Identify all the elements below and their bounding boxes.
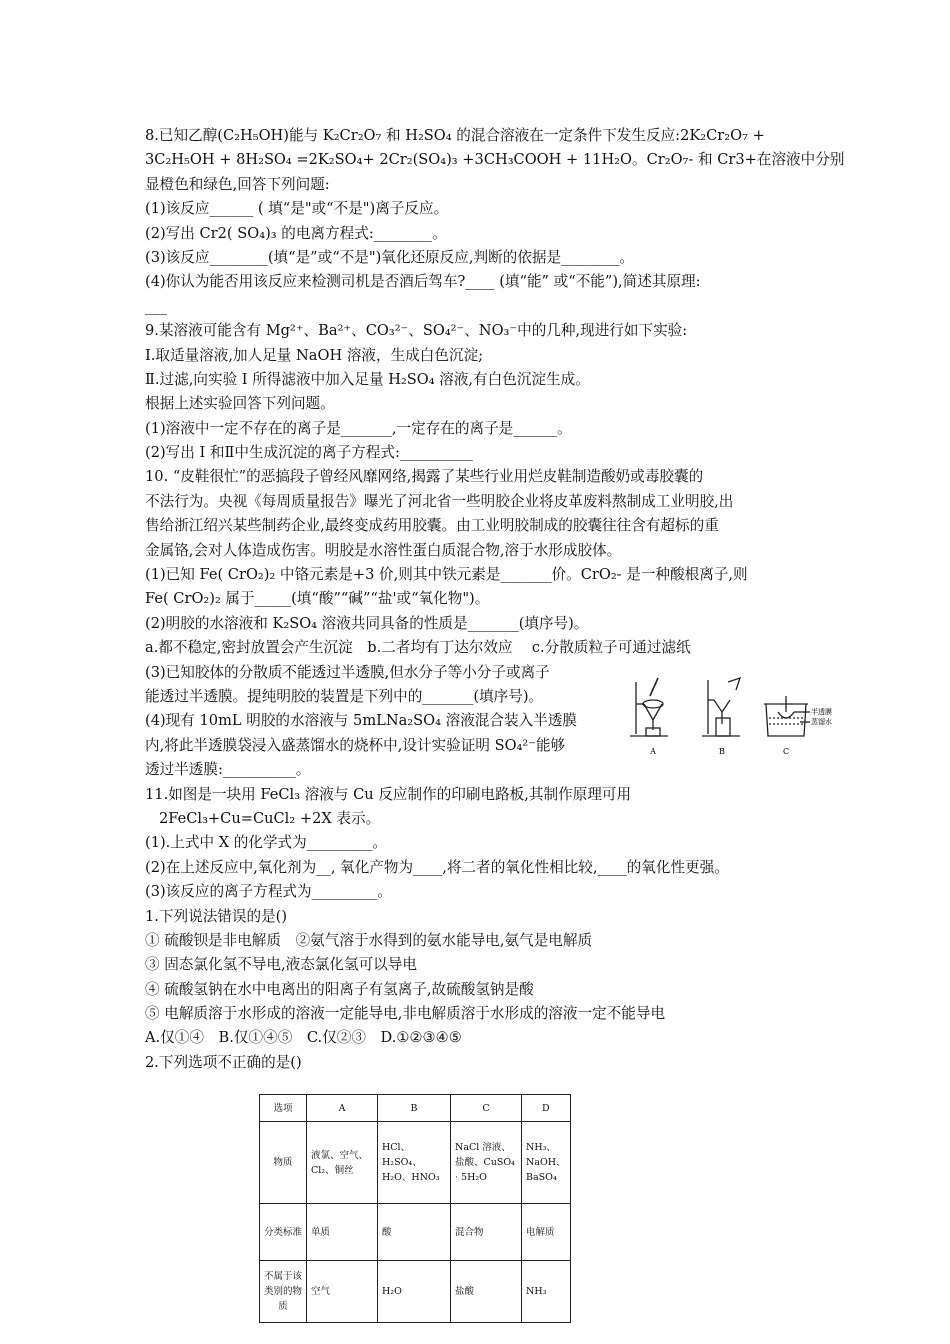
text-line: (1)溶液中一定不存在的离子是_______,一定存在的离子是______。 xyxy=(145,419,572,437)
text-line: ___ xyxy=(145,297,167,315)
text-line: 售给浙江绍兴某些制药企业,最终变成药用胶囊。由工业明胶制成的胶囊往往含有超标的重 xyxy=(145,517,719,535)
table-row xyxy=(260,1122,571,1204)
apparatus-b xyxy=(702,678,740,736)
text-line: (3)已知胶体的分散质不能透过半透膜,但水分子等小分子或离子 xyxy=(145,663,550,681)
text-line: (4)你认为能否用该反应来检测司机是否酒后驾车?____ (填“能” 或“不能”),简述其原理: xyxy=(145,273,701,291)
text-line: (3)该反应________(填“是”或“不是")氧化还原反应,判断的依据是________。 xyxy=(145,248,635,266)
label-c: C xyxy=(782,747,790,756)
table-cell: NH₃ xyxy=(522,1261,571,1323)
table-cell: 盐酸 xyxy=(451,1261,522,1323)
table-cell: HCl、H₂SO₄、H₂O、HNO₃ xyxy=(378,1122,451,1204)
table-cell: 空气 xyxy=(307,1261,378,1323)
membrane-label: 半透膜 xyxy=(811,708,832,716)
text-line: 不法行为。央视《每周质量报告》曝光了河北省一些明胶企业将皮革废料熬制成工业明胶,出 xyxy=(145,492,734,510)
text-line: 8.已知乙醇(C₂H₅OH)能与 K₂Cr₂O₇ 和 H₂SO₄ 的混合溶液在一定条件下发生反应:2K₂Cr₂O₇ + xyxy=(145,127,765,144)
table-cell: H₂O xyxy=(378,1261,451,1323)
table-header-cell: A xyxy=(307,1095,378,1122)
text-line: ④ 硫酸氢钠在水中电离出的阳离子有氢离子,故硫酸氢钠是酸 xyxy=(145,980,534,998)
text-line: (3)该反应的离子方程式为_________。 xyxy=(145,883,392,901)
table-cell: 分类标准 xyxy=(260,1204,307,1261)
text-line: (2)在上述反应中,氧化剂为__, 氧化产物为____,将二者的氧化性相比较,____的氧化性更强。 xyxy=(145,858,729,876)
table-header-cell: D xyxy=(522,1095,571,1122)
text-line: 金属铬,会对人体造成伤害。明胶是水溶性蛋白质混合物,溶于水形成胶体。 xyxy=(145,541,622,559)
text-line: 显橙色和绿色,回答下列问题: xyxy=(145,175,330,193)
label-b: B xyxy=(719,747,725,756)
text-line: (2)明胶的水溶液和 K₂SO₄ 溶液共同具备的性质是_______(填序号)。 xyxy=(145,614,589,632)
table-cell: NH₃、NaOH、BaSO₄ xyxy=(522,1122,571,1204)
text-line: ⑤ 电解质溶于水形成的溶液一定能导电,非电解质溶于水形成的溶液一定不能导电 xyxy=(145,1005,666,1023)
text-line: (1)该反应______ ( 填“是"或“不是")离子反应。 xyxy=(145,200,449,218)
text-line: 10. “皮鞋很忙”的恶搞段子曾经风靡网络,揭露了某些行业用烂皮鞋制造酸奶或毒胶囊的 xyxy=(145,468,704,486)
text-line: 透过半透膜:__________。 xyxy=(145,761,311,779)
document-body xyxy=(145,124,845,1075)
text-line: 2FeCl₃+Cu=CuCl₂ +2X 表示。 xyxy=(159,809,381,827)
text-line: (4)现有 10mL 明胶的水溶液与 5mLNa₂SO₄ 溶液混合装入半透膜 xyxy=(145,712,577,730)
water-label: 蒸馏水 xyxy=(811,718,832,726)
text-line: (1)已知 Fe( CrO₂)₂ 中铬元素是+3 价,则其中铁元素是_______价。CrO₂- 是一种酸根离子,则 xyxy=(145,566,748,584)
table-header-cell: 选项 xyxy=(260,1095,307,1122)
text-line: ① 硫酸钡是非电解质 ②氨气溶于水得到的氨水能导电,氨气是电解质 xyxy=(145,931,593,949)
text-line: (2)写出 I 和Ⅱ中生成沉淀的离子方程式:__________ xyxy=(145,444,473,462)
table-cell: 酸 xyxy=(378,1204,451,1261)
table-cell: 混合物 xyxy=(451,1204,522,1261)
table-cell: 液氯、空气、Cl₂、铜丝 xyxy=(307,1122,378,1204)
text-line: (2)写出 Cr2( SO₄)₃ 的电离方程式:________。 xyxy=(145,224,447,242)
apparatus-figure xyxy=(628,674,838,764)
text-line: 2.下列选项不正确的是() xyxy=(145,1053,302,1071)
table-cell: 不属于该类别的物质 xyxy=(260,1261,307,1323)
text-line: 9.某溶液可能含有 Mg²⁺、Ba²⁺、CO₃²⁻、SO₄²⁻、NO₃⁻中的几种,现进行如下实验: xyxy=(145,322,688,340)
text-line: 能透过半透膜。提纯明胶的装置是下列中的_______(填序号)。 xyxy=(145,687,544,705)
text-line: a.都不稳定,密封放置会产生沉淀 b.二者均有丁达尔效应 c.分散质粒子可通过滤纸 xyxy=(145,639,691,657)
table-header-cell: C xyxy=(451,1095,522,1122)
text-line: 11.如图是一块用 FeCl₃ 溶液与 Cu 反应制作的印刷电路板,其制作原理可用 xyxy=(145,785,632,803)
text-line: (1).上式中 X 的化学式为_________。 xyxy=(145,834,387,852)
table-row xyxy=(260,1204,571,1261)
table-cell: 电解质 xyxy=(522,1204,571,1261)
text-line: A.仅①④ B.仅①④⑤ C.仅②③ D.①②③④⑤ xyxy=(145,1029,462,1047)
table-header-row xyxy=(260,1095,571,1122)
text-line: 根据上述实验回答下列问题。 xyxy=(145,395,335,413)
text-line: I.取适量溶液,加人足量 NaOH 溶液，生成白色沉淀; xyxy=(145,346,484,364)
table-cell: NaCl 溶液、盐酸、CuSO₄ · 5H₂O xyxy=(451,1122,522,1204)
table-row xyxy=(260,1261,571,1323)
text-line: Fe( CrO₂)₂ 属于_____(填“酸”“碱”“盐'或“氧化物")。 xyxy=(145,590,490,608)
text-line: 内,将此半透膜袋浸入盛蒸馏水的烧杯中,设计实验证明 SO₄²⁻能够 xyxy=(145,736,566,754)
text-line: 3C₂H₅OH + 8H₂SO₄ =2K₂SO₄+ 2Cr₂(SO₄)₃ +3CH₃COOH + 11H₂O。Cr₂O₇- 和 Cr3+在溶液中分别 xyxy=(145,151,845,169)
classification-table xyxy=(259,1094,571,1323)
apparatus-c xyxy=(764,696,810,736)
table-cell: 物质 xyxy=(260,1122,307,1204)
table-cell: 单质 xyxy=(307,1204,378,1261)
apparatus-a xyxy=(630,678,668,736)
text-line: ③ 固态氯化氢不导电,液态氯化氢可以导电 xyxy=(145,956,417,974)
label-a: A xyxy=(650,747,656,756)
text-line: 1.下列说法错误的是() xyxy=(145,907,288,925)
text-line: Ⅱ.过滤,向实验 I 所得滤液中加入足量 H₂SO₄ 溶液,有白色沉淀生成。 xyxy=(145,370,590,388)
table-header-cell: B xyxy=(378,1095,451,1122)
